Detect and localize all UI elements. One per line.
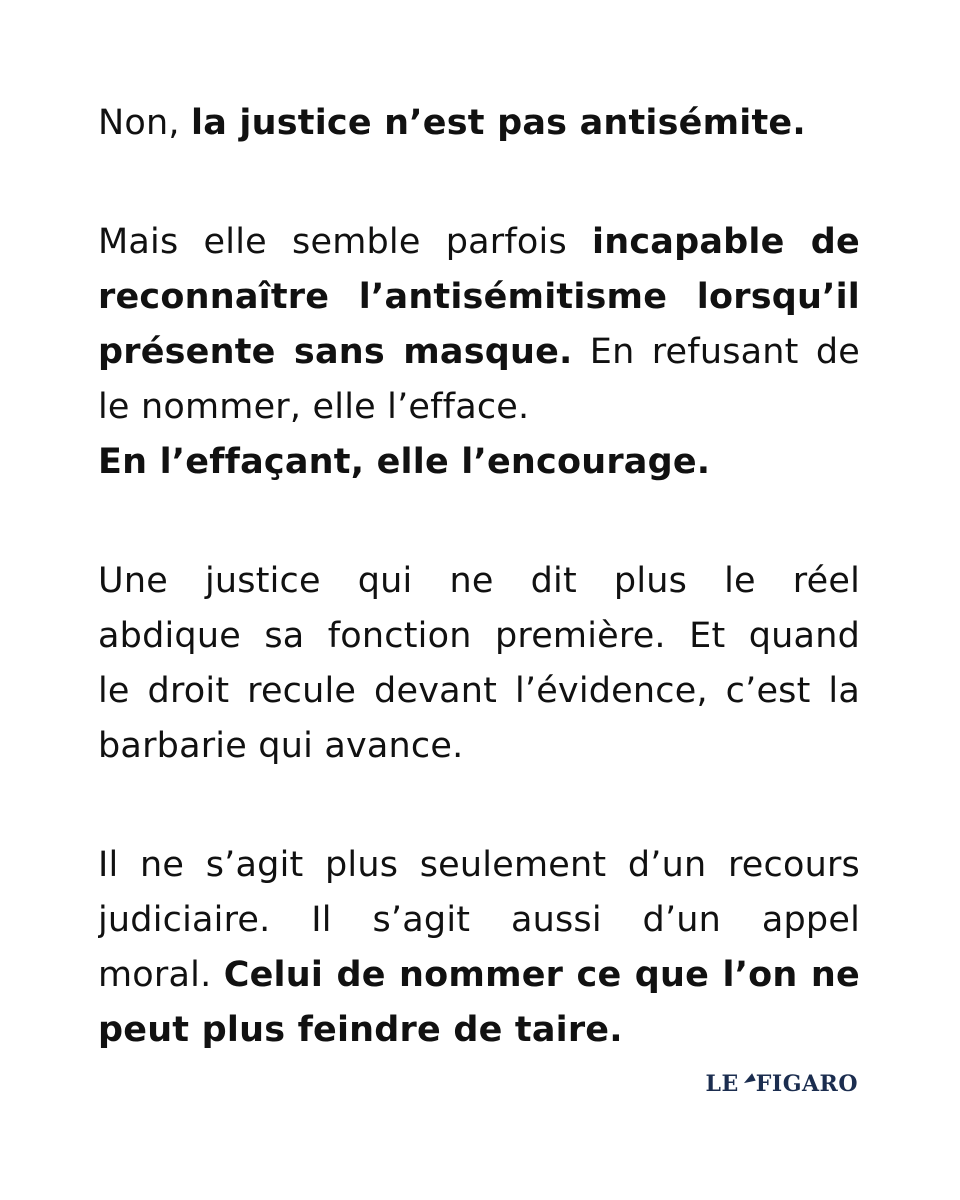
paragraph-4-line-3 [98, 948, 860, 1003]
regular-text: Mais elle semble parfois [98, 222, 593, 262]
paragraph-4-line-4: peut plus feindre de taire. [98, 1010, 623, 1050]
paragraph-3-line-1: Une justice qui ne dit plus le réel [98, 561, 860, 601]
paragraph-3 [98, 554, 860, 774]
paragraph-4 [98, 838, 860, 1058]
paragraph-2-line-2: reconnaître l’antisémitisme lorsqu’il [98, 277, 860, 317]
paragraph-3-line-3: le droit recule devant l’évidence, c’est la [98, 671, 860, 711]
paragraph-1-line-1 [98, 96, 860, 151]
bold-text: incapable de [592, 222, 860, 262]
regular-text: Non, [98, 103, 192, 143]
paragraph-2-line-4: le nommer, elle l’efface. [98, 387, 530, 427]
le-figaro-logo [706, 1071, 858, 1097]
paragraph-2 [98, 215, 860, 490]
paragraph-2-line-3 [98, 325, 860, 380]
bold-text: la justice n’est pas antisémite. [191, 103, 806, 143]
logo-text-le: LE [705, 1071, 739, 1097]
regular-text: En refusant de [589, 332, 860, 372]
article-text [98, 96, 860, 1058]
paragraph-2-line-1 [98, 215, 860, 270]
paragraph-4-line-1: Il ne s’agit plus seulement d’un recours [98, 845, 860, 885]
paragraph-3-line-2: abdique sa fonction première. Et quand [98, 616, 860, 656]
paragraph-3-line-4: barbarie qui avance. [98, 726, 464, 766]
figaro-bird-icon [742, 1073, 755, 1083]
regular-text: moral. [98, 955, 224, 995]
paragraph-2-line-5: En l’effaçant, elle l’encourage. [98, 442, 711, 482]
bold-text: présente sans masque. [98, 332, 573, 372]
paragraph-4-line-2: judiciaire. Il s’agit aussi d’un appel [98, 900, 860, 940]
logo-text-figaro: FIGARO [755, 1071, 858, 1097]
bold-text: Celui de nommer ce que l’on ne [223, 955, 860, 995]
paragraph-1 [98, 96, 860, 151]
